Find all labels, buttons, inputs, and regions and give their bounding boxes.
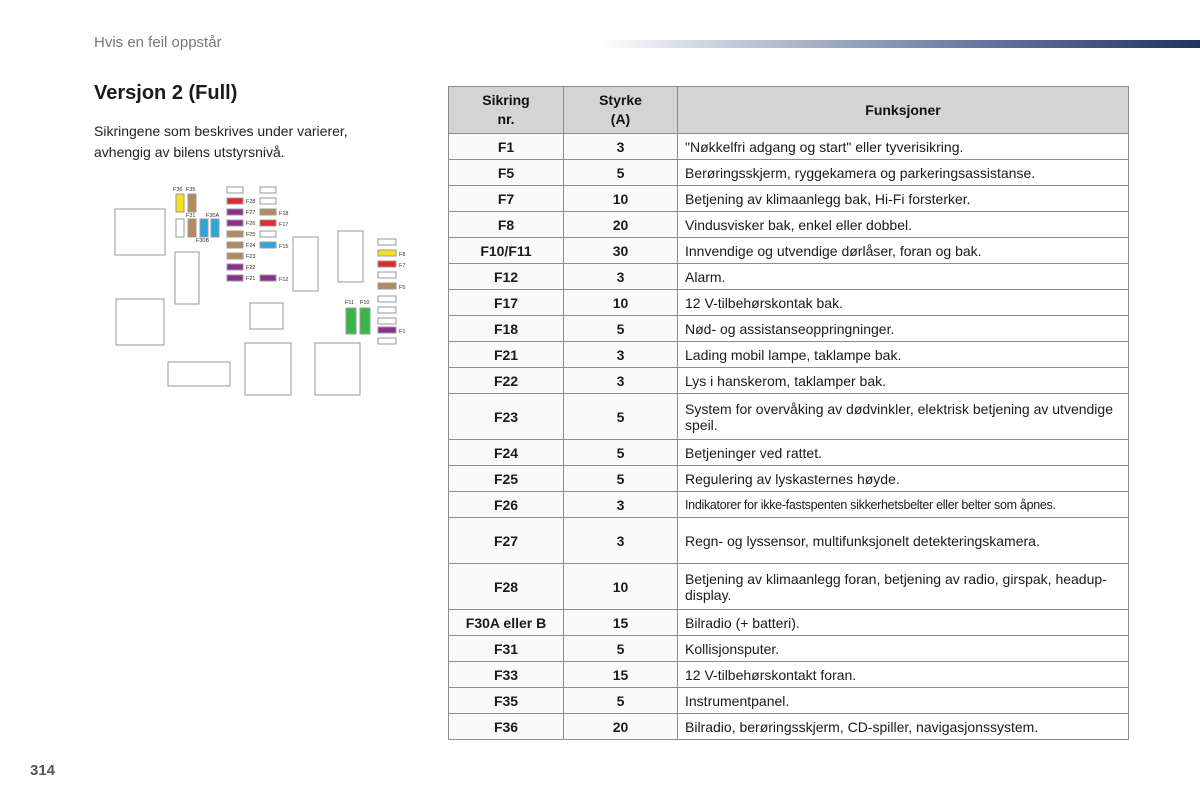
- fuse-label: F26: [246, 221, 256, 227]
- fuse-label: F1: [399, 329, 406, 335]
- fuse-blue: [211, 219, 219, 237]
- fuse-horizontal: [227, 264, 243, 270]
- fuse-yellow: [378, 250, 396, 256]
- fuse-amperage-cell: 3: [564, 518, 678, 564]
- fuse-number-cell: F5: [449, 160, 564, 186]
- table-row: [449, 564, 1129, 610]
- fuse-label: F12: [279, 277, 289, 283]
- fuse-label: F7: [399, 263, 406, 269]
- fuse-amperage-cell: 10: [564, 564, 678, 610]
- fuse-horizontal: [227, 253, 243, 259]
- fuse-number-cell: F17: [449, 290, 564, 316]
- fuse-amperage-cell: 5: [564, 440, 678, 466]
- table-row: [449, 394, 1129, 440]
- diagram-outline: [250, 303, 283, 329]
- fuse-box-diagram: [108, 182, 418, 397]
- fuse-function-cell: Regn- og lyssensor, multifunksjonelt detekteringskamera.: [678, 518, 1129, 564]
- header-section-title: Hvis en feil oppstår: [94, 34, 222, 51]
- fuse-label: F11: [345, 300, 355, 306]
- fuse-number-cell: F12: [449, 264, 564, 290]
- table-row: [449, 212, 1129, 238]
- header-fuse-nr: Sikring nr.: [449, 87, 564, 134]
- table-header-row: [449, 87, 1129, 134]
- fuse-label: F35: [186, 187, 196, 193]
- fuse-red: [378, 261, 396, 267]
- fuse-number-cell: F26: [449, 492, 564, 518]
- diagram-outline: [315, 343, 360, 395]
- fuse-label: F23: [246, 254, 256, 260]
- diagram-outline: [116, 299, 164, 345]
- fuse-function-cell: Alarm.: [678, 264, 1129, 290]
- fuse-function-cell: Instrumentpanel.: [678, 688, 1129, 714]
- fuse-horizontal: [227, 187, 243, 193]
- table-row: [449, 238, 1129, 264]
- fuse-function-cell: "Nøkkelfri adgang og start" eller tyverisikring.: [678, 134, 1129, 160]
- fuse-amperage-cell: 5: [564, 636, 678, 662]
- intro-text: Sikringene som beskrives under varierer, avhengig av bilens utstyrsnivå.: [94, 123, 348, 160]
- table-row: [449, 636, 1129, 662]
- fuse-function-cell: Nød- og assistanseoppringninger.: [678, 316, 1129, 342]
- header-gradient-bar: [600, 40, 1200, 48]
- fuse-label: F30A: [206, 213, 220, 219]
- header-amp: Styrke (A): [564, 87, 678, 134]
- fuse-function-cell: Lys i hanskerom, taklamper bak.: [678, 368, 1129, 394]
- table-row: [449, 316, 1129, 342]
- fuse-label: F27: [246, 210, 256, 216]
- fuse-number-cell: F28: [449, 564, 564, 610]
- fuse-empty: [176, 219, 184, 237]
- fuse-number-cell: F36: [449, 714, 564, 740]
- fuse-number-cell: F7: [449, 186, 564, 212]
- fuse-amperage-cell: 15: [564, 662, 678, 688]
- fuse-number-cell: F10/F11: [449, 238, 564, 264]
- fuse-brown: [188, 194, 196, 212]
- fuse-amperage-cell: 5: [564, 160, 678, 186]
- fuse-horizontal: [227, 231, 243, 237]
- table-row: [449, 342, 1129, 368]
- fuse-green: [360, 308, 370, 334]
- fuse-number-cell: F27: [449, 518, 564, 564]
- fuse-amperage-cell: 20: [564, 714, 678, 740]
- fuse-empty: [260, 198, 276, 204]
- fuse-label: F22: [246, 265, 256, 271]
- table-row: [449, 466, 1129, 492]
- fuse-blue: [200, 219, 208, 237]
- fuse-amperage-cell: 3: [564, 492, 678, 518]
- fuse-number-cell: F31: [449, 636, 564, 662]
- fuse-brown: [188, 219, 196, 237]
- fuse-table: [448, 86, 1129, 740]
- fuse-function-cell: Berøringsskjerm, ryggekamera og parkeringsassistanse.: [678, 160, 1129, 186]
- diagram-outline: [115, 209, 165, 255]
- fuse-label: F5: [399, 285, 406, 291]
- fuse-label: F24: [246, 243, 256, 249]
- fuse-number-cell: F35: [449, 688, 564, 714]
- fuse-function-cell: Lading mobil lampe, taklampe bak.: [678, 342, 1129, 368]
- fuse-amperage-cell: 3: [564, 264, 678, 290]
- table-row: [449, 688, 1129, 714]
- fuse-function-cell: 12 V-tilbehørskontakt foran.: [678, 662, 1129, 688]
- fuse-number-cell: F1: [449, 134, 564, 160]
- fuse-amperage-cell: 3: [564, 134, 678, 160]
- table-row: [449, 492, 1129, 518]
- fuse-label: F8: [399, 252, 406, 258]
- fuse-label: F17: [279, 222, 289, 228]
- table-row: [449, 368, 1129, 394]
- fuse-number-cell: F8: [449, 212, 564, 238]
- fuse-label: F31: [186, 213, 196, 219]
- fuse-function-cell: System for overvåking av dødvinkler, elektrisk betjening av utvendige speil.: [678, 394, 1129, 440]
- page-number: 314: [30, 762, 56, 779]
- fuse-label: F30B: [196, 238, 210, 244]
- fuse-function-cell: Kollisjonsputer.: [678, 636, 1129, 662]
- table-row: [449, 662, 1129, 688]
- fuse-amperage-cell: 30: [564, 238, 678, 264]
- fuse-label: F10: [360, 300, 370, 306]
- fuse-brown: [378, 283, 396, 289]
- fuse-function-cell: Betjening av klimaanlegg foran, betjening av radio, girspak, headup-display.: [678, 564, 1129, 610]
- fuse-yellow: [176, 194, 184, 212]
- fuse-number-cell: F21: [449, 342, 564, 368]
- fuse-amperage-cell: 5: [564, 466, 678, 492]
- fuse-number-cell: F18: [449, 316, 564, 342]
- fuse-horizontal: [227, 198, 243, 204]
- fuse-amperage-cell: 10: [564, 290, 678, 316]
- fuse-number-cell: F22: [449, 368, 564, 394]
- fuse-function-cell: Bilradio (+ batteri).: [678, 610, 1129, 636]
- fuse-horizontal: [227, 220, 243, 226]
- table-row: [449, 518, 1129, 564]
- fuse-amperage-cell: 3: [564, 342, 678, 368]
- fuse-function-cell: Regulering av lyskasternes høyde.: [678, 466, 1129, 492]
- fuse-function-cell: Bilradio, berøringsskjerm, CD-spiller, navigasjonssystem.: [678, 714, 1129, 740]
- fuse-label: F21: [246, 276, 256, 282]
- fuse-empty: [378, 318, 396, 324]
- table-row: [449, 290, 1129, 316]
- table-row: [449, 714, 1129, 740]
- fuse-number-cell: F25: [449, 466, 564, 492]
- fuse-label: F18: [279, 211, 289, 217]
- fuse-number-cell: F24: [449, 440, 564, 466]
- fuse-number-cell: F33: [449, 662, 564, 688]
- fuse-amperage-cell: 5: [564, 688, 678, 714]
- fuse-amperage-cell: 10: [564, 186, 678, 212]
- fuse-blue: [260, 242, 276, 248]
- table-row: [449, 610, 1129, 636]
- fuse-function-cell: Betjening av klimaanlegg bak, Hi-Fi forsterker.: [678, 186, 1129, 212]
- fuse-brown: [260, 209, 276, 215]
- diagram-outline: [245, 343, 291, 395]
- fuse-green: [346, 308, 356, 334]
- fuse-function-cell: Indikatorer for ikke-fastspenten sikkerhetsbelter eller belter som åpnes.: [678, 492, 1129, 518]
- fuse-amperage-cell: 20: [564, 212, 678, 238]
- fuse-empty: [378, 338, 396, 344]
- diagram-outline: [293, 237, 318, 291]
- fuse-label: F36: [173, 187, 183, 193]
- fuse-empty: [378, 296, 396, 302]
- fuse-horizontal: [227, 242, 243, 248]
- fuse-amperage-cell: 5: [564, 394, 678, 440]
- table-row: [449, 160, 1129, 186]
- table-row: [449, 134, 1129, 160]
- fuse-horizontal: [227, 275, 243, 281]
- fuse-amperage-cell: 15: [564, 610, 678, 636]
- diagram-outline: [168, 362, 230, 386]
- fuse-empty: [378, 307, 396, 313]
- fuse-function-cell: Innvendige og utvendige dørlåser, foran og bak.: [678, 238, 1129, 264]
- fuse-purple: [260, 275, 276, 281]
- fuse-function-cell: Betjeninger ved rattet.: [678, 440, 1129, 466]
- table-row: [449, 440, 1129, 466]
- table-row: [449, 186, 1129, 212]
- fuse-empty: [378, 239, 396, 245]
- fuse-amperage-cell: 5: [564, 316, 678, 342]
- fuse-label: F15: [279, 244, 289, 250]
- fuse-horizontal: [227, 209, 243, 215]
- fuse-amperage-cell: 3: [564, 368, 678, 394]
- diagram-outline: [175, 252, 199, 304]
- fuse-label: F25: [246, 232, 256, 238]
- fuse-empty: [260, 231, 276, 237]
- page-title: Versjon 2 (Full): [94, 82, 238, 104]
- fuse-empty: [260, 187, 276, 193]
- fuse-empty: [378, 272, 396, 278]
- fuse-function-cell: 12 V-tilbehørskontak bak.: [678, 290, 1129, 316]
- fuse-label: F28: [246, 199, 256, 205]
- fuse-number-cell: F23: [449, 394, 564, 440]
- table-row: [449, 264, 1129, 290]
- diagram-outline: [338, 231, 363, 282]
- fuse-purple: [378, 327, 396, 333]
- fuse-red: [260, 220, 276, 226]
- header-functions: Funksjoner: [678, 87, 1129, 134]
- fuse-number-cell: F30A eller B: [449, 610, 564, 636]
- fuse-function-cell: Vindusvisker bak, enkel eller dobbel.: [678, 212, 1129, 238]
